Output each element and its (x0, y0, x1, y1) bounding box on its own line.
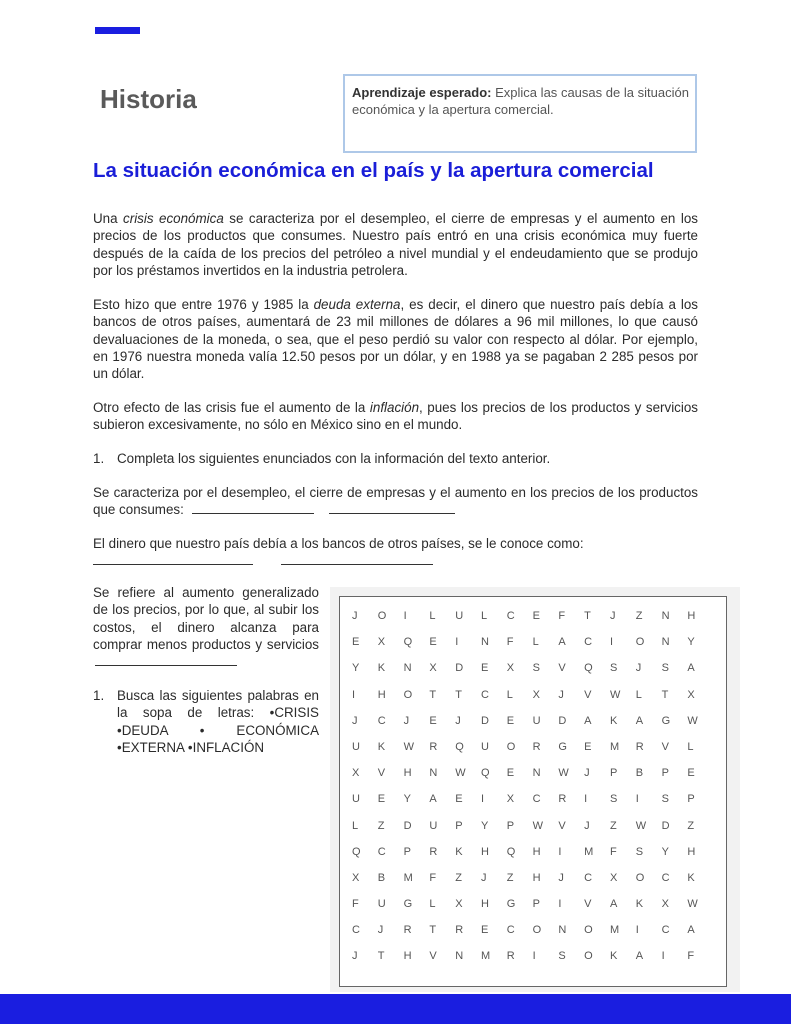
word-search-cell[interactable]: S (661, 662, 669, 675)
word-search-cell[interactable]: O (584, 950, 593, 963)
word-search-cell[interactable]: Q (455, 740, 464, 753)
word-search-cell[interactable]: T (377, 950, 385, 963)
word-search-cell[interactable]: E (532, 610, 540, 622)
word-search-cell[interactable]: N (661, 636, 670, 649)
word-search-cell[interactable]: C (584, 636, 593, 649)
word-search-cell[interactable]: S (532, 662, 540, 675)
word-search-cell[interactable]: L (687, 740, 694, 753)
word-search-cell[interactable]: I (558, 845, 562, 858)
word-search-cell[interactable]: X (687, 688, 695, 701)
word-search-cell[interactable]: P (687, 793, 695, 806)
word-search-cell[interactable]: K (609, 714, 618, 727)
word-search-cell[interactable]: H (377, 688, 386, 701)
word-search-cell[interactable]: E (506, 767, 515, 780)
word-search-cell[interactable]: E (480, 924, 489, 937)
word-search-cell[interactable]: R (429, 740, 438, 753)
word-search-cell[interactable]: J (635, 662, 642, 675)
word-search-cell[interactable]: W (609, 688, 621, 701)
learning-label: Aprendizaje esperado: (352, 85, 492, 100)
learning-outcome-box (343, 74, 697, 153)
word-search-cell[interactable]: A (558, 636, 566, 649)
word-search-cell[interactable]: E (429, 714, 437, 727)
word-search-cell[interactable]: J (480, 871, 487, 884)
word-search-cell[interactable]: Y (403, 793, 411, 806)
word-search-cell[interactable]: F (609, 845, 617, 858)
word-search-cell[interactable]: A (687, 662, 695, 675)
word-search-cell[interactable]: N (532, 767, 541, 780)
answer-blank-2[interactable] (329, 501, 455, 514)
word-search-spacer (713, 950, 739, 976)
word-search-cell[interactable]: F (558, 610, 566, 622)
word-search-cell[interactable]: V (558, 819, 566, 832)
word-search-cell[interactable]: S (661, 793, 669, 806)
word-search-cell[interactable]: T (429, 688, 437, 701)
word-search-cell[interactable]: X (429, 662, 437, 675)
word-search-spacer (713, 715, 739, 741)
word-search-cell[interactable]: D (480, 714, 489, 727)
word-search-cell[interactable]: E (455, 793, 463, 806)
word-search-cell[interactable]: V (661, 740, 669, 753)
word-search-cell[interactable]: O (584, 924, 593, 937)
word-search-cell[interactable]: J (352, 610, 358, 622)
word-search-cell[interactable]: N (661, 610, 670, 622)
word-search-cell[interactable]: U (532, 714, 541, 727)
word-search-cell[interactable]: E (377, 793, 386, 806)
word-search-cell[interactable]: U (352, 740, 360, 753)
word-search-cell[interactable]: J (455, 714, 461, 727)
word-search-spacer (713, 872, 739, 898)
question-crisis: Se caracteriza por el desempleo, el cierre de empresas y el aumento en los precios de los productos que consumes: (93, 485, 698, 518)
question-debt: El dinero que nuestro país debía a los bancos de otros países, se le conoce como: (93, 535, 698, 570)
word-search-cell[interactable]: Z (635, 610, 643, 622)
word-search-cell[interactable]: S (558, 950, 566, 963)
word-search-cell[interactable]: R (429, 845, 438, 858)
word-search-cell[interactable]: C (377, 714, 386, 727)
word-search-cell[interactable]: N (480, 636, 489, 649)
word-search-cell[interactable]: X (661, 898, 669, 911)
word-search-cell[interactable]: G (661, 714, 671, 727)
word-search-cell[interactable]: I (403, 610, 407, 622)
word-search-cell[interactable]: E (506, 714, 515, 727)
word-search-cell[interactable]: Z (609, 819, 617, 832)
word-search-cell[interactable]: T (455, 688, 462, 701)
word-search-cell[interactable]: Q (584, 662, 593, 675)
word-search-cell[interactable]: L (352, 819, 359, 832)
word-search-cell[interactable]: O (377, 610, 387, 622)
word-search-cell[interactable]: U (352, 793, 360, 806)
word-search-cell[interactable]: E (584, 740, 592, 753)
word-search-cell[interactable]: D (403, 819, 412, 832)
word-search-cell[interactable]: P (661, 767, 669, 780)
word-search-cell[interactable]: L (480, 610, 488, 622)
word-search-cell[interactable]: D (455, 662, 464, 675)
word-search-cell[interactable]: V (377, 767, 386, 780)
word-search-cell[interactable]: N (455, 950, 464, 963)
word-search-spacer (713, 662, 739, 688)
word-search-cell[interactable]: C (661, 924, 670, 937)
word-search-cell[interactable]: X (532, 688, 540, 701)
word-search-cell[interactable]: K (377, 740, 386, 753)
word-search-spacer (713, 846, 739, 872)
word-search-cell[interactable]: O (506, 740, 516, 753)
word-search-cell[interactable]: J (558, 688, 564, 701)
word-search-cell[interactable]: C (661, 871, 670, 884)
word-search-cell[interactable]: J (403, 714, 410, 727)
word-search-cell[interactable]: A (584, 714, 592, 727)
word-search-cell[interactable]: Y (480, 819, 489, 832)
word-search-grid (352, 610, 739, 977)
word-search-cell[interactable]: Q (352, 845, 361, 858)
word-search-cell[interactable]: S (609, 662, 618, 675)
word-search-cell[interactable]: C (532, 793, 541, 806)
word-search-cell[interactable]: W (532, 819, 543, 832)
word-search-cell[interactable]: W (687, 714, 698, 727)
word-search-cell[interactable]: M (480, 950, 491, 963)
instruction-word-search: 1. Busca las siguientes palabras en la sopa de letras: •CRISIS •DEUDA • ECONÓMICA •EXTERNA •INFLACIÓN (93, 688, 319, 755)
answer-blank-5[interactable] (95, 653, 237, 666)
word-search-cell[interactable]: A (635, 714, 644, 727)
word-search-cell[interactable]: H (403, 767, 412, 780)
word-search-cell[interactable]: T (429, 924, 437, 937)
word-search-cell[interactable]: I (635, 924, 639, 937)
word-search-cell[interactable]: L (506, 688, 513, 701)
word-search-cell[interactable]: A (635, 950, 644, 963)
word-search-cell[interactable]: R (506, 950, 515, 963)
word-search-cell[interactable]: M (403, 871, 413, 884)
word-search-cell[interactable]: Q (506, 845, 516, 858)
word-search-cell[interactable]: J (558, 871, 564, 884)
bottom-accent-bar (0, 994, 791, 1024)
word-search-cell[interactable]: X (352, 767, 360, 780)
word-search-cell[interactable]: Y (661, 845, 669, 858)
word-search-cell[interactable]: L (429, 610, 436, 622)
word-search-cell[interactable]: R (558, 793, 567, 806)
word-search-cell[interactable]: U (480, 740, 489, 753)
word-search-cell[interactable]: Y (687, 636, 695, 649)
word-search-cell[interactable]: D (558, 714, 567, 727)
word-search-spacer (713, 898, 739, 924)
word-search-cell[interactable]: H (480, 845, 489, 858)
word-search-cell[interactable]: X (506, 793, 515, 806)
word-search-cell[interactable]: E (352, 636, 360, 649)
word-search-cell[interactable]: P (506, 819, 515, 832)
word-search-cell[interactable]: E (480, 662, 489, 675)
word-search-cell[interactable]: W (455, 767, 466, 780)
word-search-cell[interactable]: W (687, 898, 698, 911)
word-search-cell[interactable]: H (480, 898, 489, 911)
word-search-cell[interactable]: U (377, 898, 386, 911)
word-search-cell[interactable]: C (480, 688, 489, 701)
word-search-cell[interactable]: I (661, 950, 665, 963)
word-search-cell[interactable]: E (687, 767, 695, 780)
word-search-cell[interactable]: J (352, 950, 358, 963)
word-search-cell[interactable]: N (403, 662, 412, 675)
word-search-cell[interactable]: L (532, 636, 539, 649)
word-search-cell[interactable]: K (377, 662, 386, 675)
word-search-cell[interactable]: K (609, 950, 618, 963)
word-search-cell[interactable]: F (352, 898, 359, 911)
word-search-cell[interactable]: R (635, 740, 644, 753)
word-search-cell[interactable]: X (352, 871, 360, 884)
word-search-spacer (713, 610, 739, 636)
word-search-cell[interactable]: Z (455, 871, 462, 884)
word-search-cell[interactable]: Z (506, 871, 514, 884)
word-search-cell[interactable]: I (352, 688, 356, 701)
word-search-cell[interactable]: W (403, 740, 414, 753)
word-search-cell[interactable]: Z (377, 819, 385, 832)
word-search-cell[interactable]: U (429, 819, 438, 832)
word-search-cell[interactable]: R (455, 924, 464, 937)
word-search-cell[interactable]: V (584, 898, 592, 911)
word-search-cell[interactable]: N (558, 924, 567, 937)
word-search-cell[interactable]: M (584, 845, 594, 858)
word-search-cell[interactable]: S (609, 793, 618, 806)
answer-blank-4[interactable] (281, 552, 433, 565)
word-search-cell[interactable]: S (635, 845, 644, 858)
word-search-cell[interactable]: P (609, 767, 618, 780)
answer-blank-3[interactable] (93, 552, 253, 565)
subject-heading: Historia (100, 84, 197, 114)
word-search-spacer (713, 767, 739, 793)
word-search-cell[interactable]: C (506, 610, 515, 622)
word-search-cell[interactable]: I (558, 898, 562, 911)
word-search-cell[interactable]: N (429, 767, 438, 780)
word-search-cell[interactable]: P (532, 898, 540, 911)
word-search-cell[interactable]: U (455, 610, 464, 622)
word-search-cell[interactable]: O (403, 688, 413, 701)
word-search-cell[interactable]: P (455, 819, 463, 832)
paragraph-crisis: Una crisis económica se caracteriza por el desempleo, el cierre de empresas y el aumento en los precios de los productos que consumes. Nuestro país entró en una crisis económica muy fuerte después de la caída de los precios del petróleo a nivel mundial y el endeudamiento que se produjo por los préstamos invertidos en la industria petrolera. (93, 211, 698, 278)
word-search-cell[interactable]: I (455, 636, 459, 649)
word-search-cell[interactable]: V (584, 688, 592, 701)
word-search-cell[interactable]: J (377, 924, 384, 937)
word-search-cell[interactable]: K (635, 898, 644, 911)
word-search-cell[interactable]: I (532, 950, 536, 963)
word-search-cell[interactable]: I (584, 793, 588, 806)
word-search-cell[interactable]: Q (480, 767, 490, 780)
word-search-cell[interactable]: J (609, 610, 616, 622)
word-search-cell[interactable]: F (687, 950, 695, 963)
word-search-cell[interactable]: R (403, 924, 412, 937)
word-search-spacer (713, 741, 739, 767)
word-search-cell[interactable]: B (377, 871, 386, 884)
paragraph-inflation: Otro efecto de las crisis fue el aumento de la inflación, pues los precios de los productos y servicios subieron excesivamente, no sólo en México sino en el mundo. (93, 400, 698, 433)
word-search-cell[interactable]: X (455, 898, 463, 911)
word-search-cell[interactable]: D (661, 819, 670, 832)
word-search-cell[interactable]: I (609, 636, 614, 649)
word-search-cell[interactable]: L (429, 898, 436, 911)
word-search-spacer (713, 924, 739, 950)
word-search-cell[interactable]: C (506, 924, 515, 937)
word-search-cell[interactable]: C (352, 924, 360, 937)
word-search-cell[interactable]: X (609, 871, 618, 884)
word-search-cell[interactable]: W (558, 767, 569, 780)
word-search-cell[interactable]: T (584, 610, 591, 622)
word-search-spacer (713, 689, 739, 715)
word-search-spacer (713, 636, 739, 662)
word-search-cell[interactable]: R (532, 740, 541, 753)
word-search-cell[interactable]: G (403, 898, 413, 911)
word-search-cell[interactable]: M (609, 740, 620, 753)
word-search-cell[interactable]: F (506, 636, 514, 649)
word-search-cell[interactable]: O (635, 871, 645, 884)
word-search-cell[interactable]: Q (403, 636, 413, 649)
word-search-cell[interactable]: W (635, 819, 647, 832)
word-search-cell[interactable]: T (661, 688, 669, 701)
word-search-cell[interactable]: Z (687, 819, 695, 832)
answer-blank-1[interactable] (192, 501, 314, 514)
word-search-cell[interactable]: O (532, 924, 542, 937)
page-title: La situación económica en el país y la apertura comercial (93, 159, 654, 182)
word-search-cell[interactable]: M (609, 924, 620, 937)
paragraph-debt: Esto hizo que entre 1976 y 1985 la deuda externa, es decir, el dinero que nuestro país debía a los bancos de otros países, aumentará de 23 mil millones de dólares a 96 mil millones, lo que causó devaluaciones de la moneda, o sea, que el peso perdió su valor con respecto al dólar. Por ejemplo, en 1976 nuestra moneda valía 12.50 pesos por un dólar, y en 1988 ya se pagaban 2 285 pesos por un dólar. (93, 297, 699, 382)
word-search-cell[interactable]: L (635, 688, 642, 701)
word-search-cell[interactable]: A (429, 793, 437, 806)
word-search-cell[interactable]: H (403, 950, 412, 963)
word-search-cell[interactable]: J (584, 767, 590, 780)
word-search-cell[interactable]: A (609, 898, 618, 911)
word-search-cell[interactable]: P (403, 845, 411, 858)
word-search-cell[interactable]: C (584, 871, 593, 884)
word-search-cell[interactable]: J (352, 714, 358, 727)
word-search (339, 596, 727, 987)
word-search-cell[interactable]: H (687, 610, 696, 622)
word-search-cell[interactable]: H (532, 845, 541, 858)
word-search-spacer (713, 793, 739, 819)
word-search-cell[interactable]: V (558, 662, 566, 675)
learning-text: Explica las causas de la situación económica y la apertura comercial. (352, 85, 689, 117)
word-search-cell[interactable]: H (687, 845, 696, 858)
word-search-cell[interactable]: C (377, 845, 386, 858)
question-inflation: Se refiere al aumento generalizado de los precios, por lo que, al subir los costos, el dinero alcanza para comprar menos productos y servicios (93, 584, 319, 670)
word-search-cell[interactable]: H (532, 871, 541, 884)
word-search-cell[interactable]: K (455, 845, 463, 858)
word-search-cell[interactable]: V (429, 950, 437, 963)
word-search-cell[interactable]: E (429, 636, 437, 649)
word-search-cell[interactable]: K (687, 871, 695, 884)
word-search-cell[interactable]: Y (352, 662, 360, 675)
word-search-cell[interactable]: G (506, 898, 516, 911)
instruction-complete: 1. Completa los siguientes enunciados con la información del texto anterior. (93, 451, 551, 466)
word-search-cell[interactable]: A (687, 924, 695, 937)
word-search-cell[interactable]: I (635, 793, 639, 806)
top-accent-bar (95, 27, 140, 34)
word-search-cell[interactable]: B (635, 767, 644, 780)
word-search-cell[interactable]: X (506, 662, 515, 675)
word-search-cell[interactable]: J (584, 819, 590, 832)
word-search-spacer (713, 820, 739, 846)
word-search-cell[interactable]: I (480, 793, 485, 806)
word-search-cell[interactable]: G (558, 740, 567, 753)
word-search-cell[interactable]: O (635, 636, 645, 649)
word-search-cell[interactable]: X (377, 636, 386, 649)
word-search-cell[interactable]: F (429, 871, 437, 884)
